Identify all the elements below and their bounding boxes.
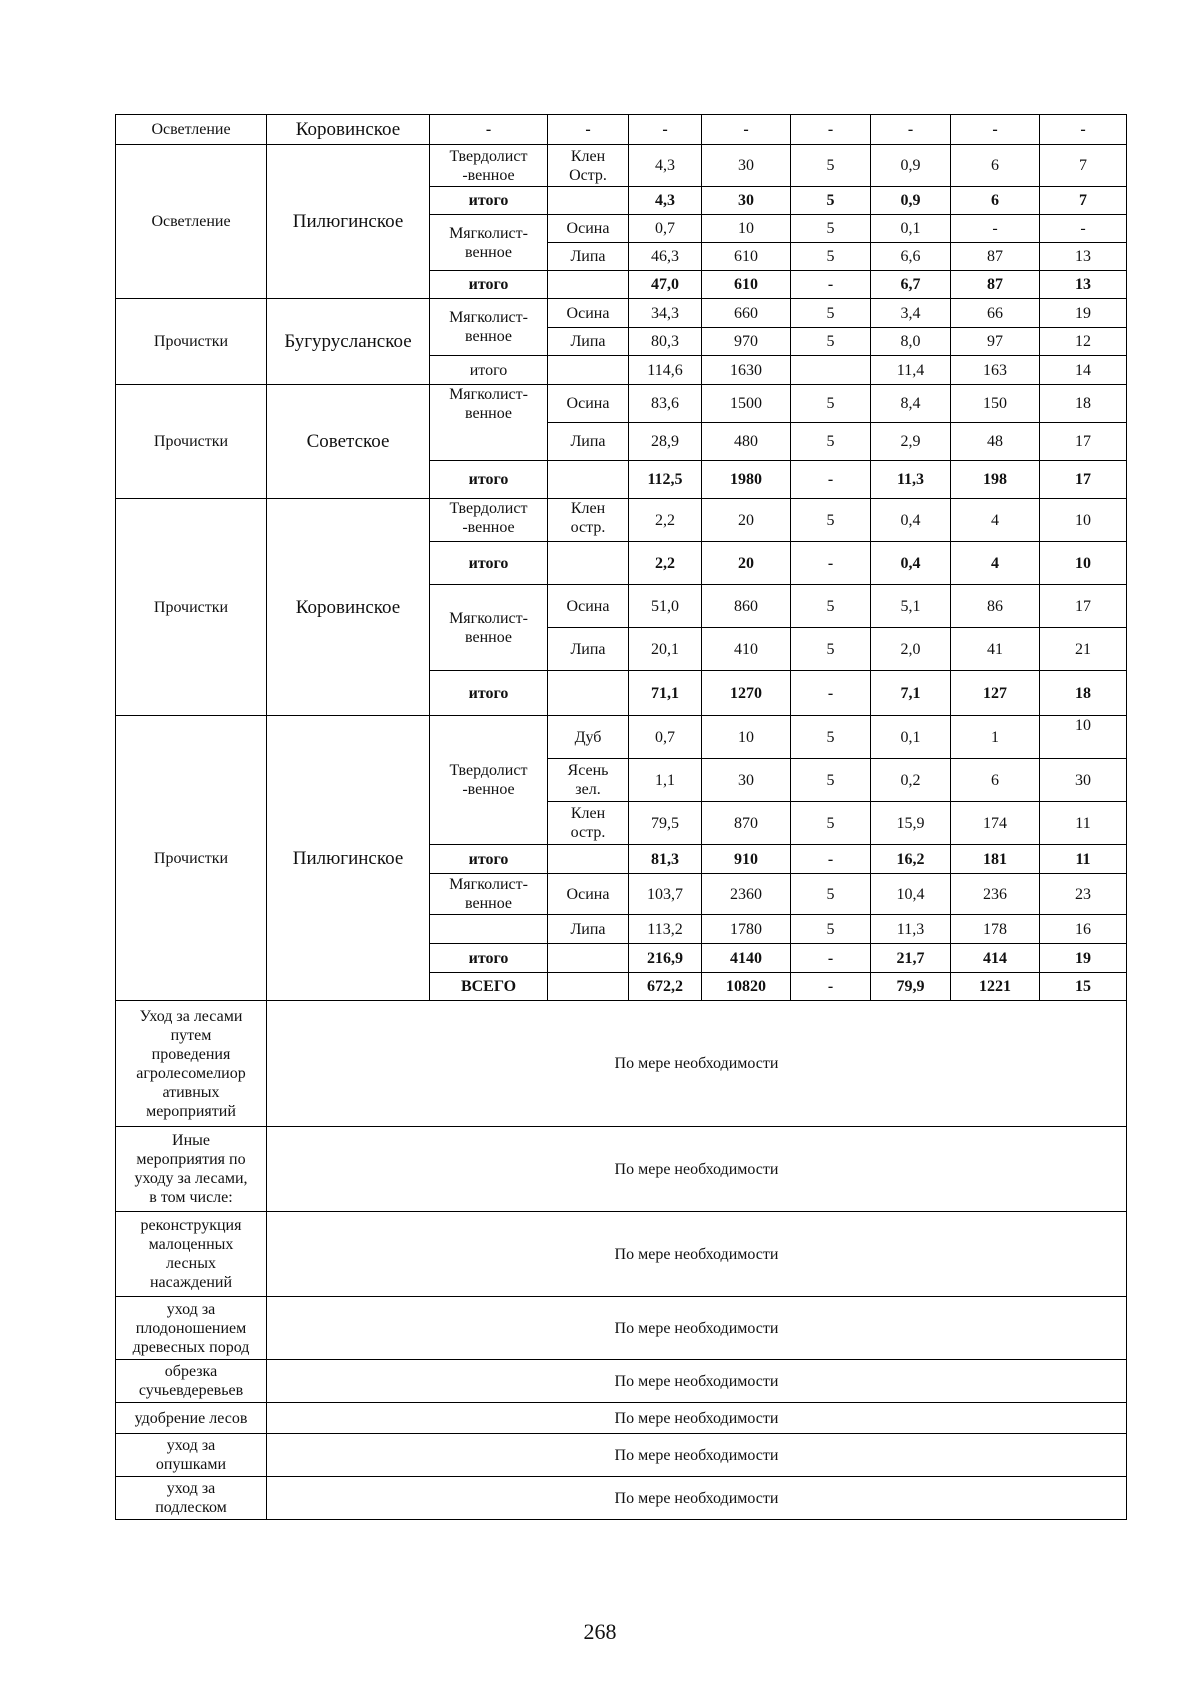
period-cell: 5: [791, 499, 871, 542]
period-cell: 5: [791, 299, 871, 328]
volume-cell: 610: [702, 271, 791, 299]
annual-area-cell: 7,1: [871, 671, 951, 716]
annual-area-cell: 10,4: [871, 874, 951, 915]
per-ha-cell: 17: [1040, 423, 1127, 461]
annual-area-cell: 0,1: [871, 716, 951, 759]
volume-cell: 10820: [702, 973, 791, 1001]
grand-total-label: ВСЕГО: [430, 973, 548, 1001]
period-cell: -: [791, 671, 871, 716]
per-ha-cell: 18: [1040, 385, 1127, 423]
volume-cell: 10: [702, 716, 791, 759]
annual-area-cell: 11,3: [871, 915, 951, 944]
area-cell: 0,7: [629, 716, 702, 759]
empty-cell: [548, 271, 629, 299]
annual-area-cell: 0,9: [871, 187, 951, 215]
annual-volume-cell: 1: [951, 716, 1040, 759]
period-cell: 5: [791, 385, 871, 423]
measure-row: [116, 1001, 1127, 1127]
species-group-cell: Мягколист- венное: [430, 585, 548, 671]
per-ha-cell: 15: [1040, 973, 1127, 1001]
per-ha-cell: 16: [1040, 915, 1127, 944]
measure-value-cell: По мере необходимости: [267, 1403, 1127, 1434]
area-cell: 81,3: [629, 845, 702, 874]
area-cell: 28,9: [629, 423, 702, 461]
per-ha-cell: 13: [1040, 243, 1127, 271]
empty-cell: [548, 671, 629, 716]
period-cell: -: [791, 845, 871, 874]
species-cell: Осина: [548, 385, 629, 423]
annual-area-cell: 0,1: [871, 215, 951, 243]
period-cell: -: [791, 542, 871, 585]
volume-cell: 410: [702, 628, 791, 671]
work-type-cell: Осветление: [116, 145, 267, 299]
table-row: [116, 299, 1127, 328]
annual-volume-cell: 1221: [951, 973, 1040, 1001]
species-cell: Липа: [548, 423, 629, 461]
per-ha-cell: 12: [1040, 328, 1127, 356]
volume-cell: 1780: [702, 915, 791, 944]
species-group-cell: Твердолист -венное: [430, 716, 548, 845]
period-cell: 5: [791, 585, 871, 628]
empty-cell: [548, 461, 629, 499]
annual-area-cell: 6,7: [871, 271, 951, 299]
period-cell: 5: [791, 215, 871, 243]
table-row: [116, 716, 1127, 759]
period-cell: 5: [791, 716, 871, 759]
area-cell: 20,1: [629, 628, 702, 671]
area-cell: 1,1: [629, 759, 702, 802]
area-cell: 113,2: [629, 915, 702, 944]
annual-volume-cell: 97: [951, 328, 1040, 356]
period-cell: 5: [791, 874, 871, 915]
period-cell: 5: [791, 423, 871, 461]
annual-volume-cell: 86: [951, 585, 1040, 628]
measure-row: [116, 1403, 1127, 1434]
annual-volume-cell: 87: [951, 271, 1040, 299]
measure-name-cell: удобрение лесов: [116, 1403, 267, 1434]
volume-cell: 30: [702, 145, 791, 187]
annual-area-cell: 15,9: [871, 802, 951, 845]
forestry-cell: Коровинское: [267, 115, 430, 145]
measure-row: [116, 1127, 1127, 1212]
work-type-cell: Осветление: [116, 115, 267, 145]
measure-value-cell: По мере необходимости: [267, 1297, 1127, 1360]
period-cell: -: [791, 973, 871, 1001]
area-cell: 71,1: [629, 671, 702, 716]
area-cell: 103,7: [629, 874, 702, 915]
per-ha-cell: 18: [1040, 671, 1127, 716]
volume-cell: 30: [702, 759, 791, 802]
subtotal-label: итого: [430, 461, 548, 499]
volume-cell: 910: [702, 845, 791, 874]
period-cell: 5: [791, 915, 871, 944]
area-cell: 34,3: [629, 299, 702, 328]
annual-area-cell: 2,0: [871, 628, 951, 671]
per-ha-cell: 10: [1040, 716, 1127, 759]
measure-row: [116, 1360, 1127, 1403]
annual-volume-cell: 236: [951, 874, 1040, 915]
species-group-cell: Мягколист- венное: [430, 215, 548, 271]
annual-volume-cell: 127: [951, 671, 1040, 716]
volume-cell: 1500: [702, 385, 791, 423]
annual-area-cell: 0,2: [871, 759, 951, 802]
volume-cell: 20: [702, 542, 791, 585]
measure-value-cell: По мере необходимости: [267, 1434, 1127, 1477]
forest-care-table-page: [115, 114, 1126, 1520]
per-ha-cell: 11: [1040, 802, 1127, 845]
annual-volume-cell: 4: [951, 499, 1040, 542]
annual-area-cell: 5,1: [871, 585, 951, 628]
table-cell: -: [548, 115, 629, 145]
species-cell: Липа: [548, 915, 629, 944]
species-cell: Липа: [548, 328, 629, 356]
measure-row: [116, 1212, 1127, 1297]
period-cell: -: [791, 461, 871, 499]
annual-volume-cell: 150: [951, 385, 1040, 423]
table-row: [116, 115, 1127, 145]
measure-value-cell: По мере необходимости: [267, 1212, 1127, 1297]
area-cell: 0,7: [629, 215, 702, 243]
annual-volume-cell: 178: [951, 915, 1040, 944]
table-row: [116, 385, 1127, 423]
period-cell: [791, 356, 871, 385]
annual-volume-cell: -: [951, 215, 1040, 243]
work-type-cell: Прочистки: [116, 499, 267, 716]
period-cell: 5: [791, 328, 871, 356]
species-cell: Клен остр.: [548, 802, 629, 845]
annual-volume-cell: 181: [951, 845, 1040, 874]
area-cell: 2,2: [629, 499, 702, 542]
annual-volume-cell: 66: [951, 299, 1040, 328]
empty-cell: [548, 845, 629, 874]
annual-area-cell: 2,9: [871, 423, 951, 461]
per-ha-cell: 10: [1040, 542, 1127, 585]
area-cell: 4,3: [629, 145, 702, 187]
annual-volume-cell: 6: [951, 145, 1040, 187]
measure-row: [116, 1297, 1127, 1360]
species-cell: Осина: [548, 299, 629, 328]
volume-cell: 2360: [702, 874, 791, 915]
table-cell: -: [702, 115, 791, 145]
subtotal-label: итого: [430, 356, 548, 385]
species-cell: Дуб: [548, 716, 629, 759]
species-cell: Осина: [548, 874, 629, 915]
table-row: [116, 145, 1127, 187]
annual-area-cell: 79,9: [871, 973, 951, 1001]
measure-value-cell: По мере необходимости: [267, 1477, 1127, 1520]
species-cell: Липа: [548, 628, 629, 671]
period-cell: 5: [791, 759, 871, 802]
species-group-cell: Мягколист- венное: [430, 299, 548, 356]
per-ha-cell: 17: [1040, 585, 1127, 628]
annual-volume-cell: 41: [951, 628, 1040, 671]
measure-value-cell: По мере необходимости: [267, 1360, 1127, 1403]
area-cell: 47,0: [629, 271, 702, 299]
annual-volume-cell: 198: [951, 461, 1040, 499]
annual-area-cell: 0,4: [871, 542, 951, 585]
area-cell: 216,9: [629, 944, 702, 973]
per-ha-cell: -: [1040, 215, 1127, 243]
subtotal-label: итого: [430, 944, 548, 973]
per-ha-cell: 10: [1040, 499, 1127, 542]
period-cell: -: [791, 944, 871, 973]
per-ha-cell: 7: [1040, 187, 1127, 215]
area-cell: 112,5: [629, 461, 702, 499]
volume-cell: 10: [702, 215, 791, 243]
work-type-cell: Прочистки: [116, 716, 267, 1001]
measure-name-cell: Иные мероприятия по уходу за лесами, в том числе:: [116, 1127, 267, 1212]
table-cell: -: [791, 115, 871, 145]
table-row: [116, 499, 1127, 542]
annual-volume-cell: 87: [951, 243, 1040, 271]
annual-area-cell: 16,2: [871, 845, 951, 874]
annual-volume-cell: 414: [951, 944, 1040, 973]
forestry-cell: Коровинское: [267, 499, 430, 716]
volume-cell: 870: [702, 802, 791, 845]
annual-volume-cell: 163: [951, 356, 1040, 385]
per-ha-cell: 23: [1040, 874, 1127, 915]
forestry-cell: Советское: [267, 385, 430, 499]
page-number: 268: [583, 1619, 617, 1644]
species-group-cell: Твердолист -венное: [430, 499, 548, 542]
species-group-cell: Твердолист -венное: [430, 145, 548, 187]
table-cell: -: [430, 115, 548, 145]
period-cell: 5: [791, 187, 871, 215]
table-cell: -: [629, 115, 702, 145]
area-cell: 79,5: [629, 802, 702, 845]
subtotal-label: итого: [430, 187, 548, 215]
forest-care-table: [115, 114, 1127, 1520]
empty-cell: [548, 944, 629, 973]
period-cell: 5: [791, 628, 871, 671]
annual-volume-cell: 4: [951, 542, 1040, 585]
area-cell: 83,6: [629, 385, 702, 423]
volume-cell: 610: [702, 243, 791, 271]
volume-cell: 1270: [702, 671, 791, 716]
volume-cell: 30: [702, 187, 791, 215]
subtotal-label: итого: [430, 271, 548, 299]
volume-cell: 660: [702, 299, 791, 328]
per-ha-cell: 19: [1040, 299, 1127, 328]
species-cell: Клен Остр.: [548, 145, 629, 187]
annual-area-cell: 11,4: [871, 356, 951, 385]
per-ha-cell: 17: [1040, 461, 1127, 499]
annual-area-cell: 0,4: [871, 499, 951, 542]
species-cell: Липа: [548, 243, 629, 271]
per-ha-cell: 30: [1040, 759, 1127, 802]
annual-area-cell: 3,4: [871, 299, 951, 328]
species-cell: Осина: [548, 215, 629, 243]
volume-cell: 20: [702, 499, 791, 542]
area-cell: 80,3: [629, 328, 702, 356]
measure-value-cell: По мере необходимости: [267, 1001, 1127, 1127]
period-cell: -: [791, 271, 871, 299]
annual-volume-cell: 48: [951, 423, 1040, 461]
table-cell: -: [871, 115, 951, 145]
per-ha-cell: 11: [1040, 845, 1127, 874]
annual-volume-cell: 6: [951, 187, 1040, 215]
empty-cell: [548, 973, 629, 1001]
empty-cell: [548, 187, 629, 215]
volume-cell: 1980: [702, 461, 791, 499]
area-cell: 51,0: [629, 585, 702, 628]
area-cell: 46,3: [629, 243, 702, 271]
species-group-cell: Мягколист- венное: [430, 385, 548, 461]
empty-cell: [548, 542, 629, 585]
volume-cell: 4140: [702, 944, 791, 973]
empty-cell: [548, 356, 629, 385]
annual-area-cell: 8,0: [871, 328, 951, 356]
subtotal-label: итого: [430, 671, 548, 716]
table-cell: -: [1040, 115, 1127, 145]
subtotal-label: итого: [430, 542, 548, 585]
annual-area-cell: 8,4: [871, 385, 951, 423]
work-type-cell: Прочистки: [116, 385, 267, 499]
empty-cell: [430, 915, 548, 944]
forestry-cell: Пилюгинское: [267, 716, 430, 1001]
volume-cell: 480: [702, 423, 791, 461]
annual-area-cell: 21,7: [871, 944, 951, 973]
per-ha-cell: 7: [1040, 145, 1127, 187]
period-cell: 5: [791, 243, 871, 271]
annual-volume-cell: 174: [951, 802, 1040, 845]
per-ha-cell: 13: [1040, 271, 1127, 299]
measure-name-cell: уход за подлеском: [116, 1477, 267, 1520]
measure-name-cell: уход за плодоношением древесных пород: [116, 1297, 267, 1360]
species-cell: Клен остр.: [548, 499, 629, 542]
per-ha-cell: 19: [1040, 944, 1127, 973]
species-cell: Ясень зел.: [548, 759, 629, 802]
subtotal-label: итого: [430, 845, 548, 874]
annual-area-cell: 0,9: [871, 145, 951, 187]
annual-area-cell: 11,3: [871, 461, 951, 499]
measure-row: [116, 1477, 1127, 1520]
forestry-cell: Бугурусланское: [267, 299, 430, 385]
measure-name-cell: Уход за лесами путем проведения агролесомелиор ативных мероприятий: [116, 1001, 267, 1127]
area-cell: 2,2: [629, 542, 702, 585]
annual-area-cell: 6,6: [871, 243, 951, 271]
measure-name-cell: обрезка сучьевдеревьев: [116, 1360, 267, 1403]
period-cell: 5: [791, 802, 871, 845]
measure-name-cell: уход за опушками: [116, 1434, 267, 1477]
per-ha-cell: 14: [1040, 356, 1127, 385]
area-cell: 4,3: [629, 187, 702, 215]
species-group-cell: Мягколист- венное: [430, 874, 548, 915]
species-cell: Осина: [548, 585, 629, 628]
measure-name-cell: реконструкция малоценных лесных насаждений: [116, 1212, 267, 1297]
area-cell: 114,6: [629, 356, 702, 385]
period-cell: 5: [791, 145, 871, 187]
annual-volume-cell: 6: [951, 759, 1040, 802]
measure-value-cell: По мере необходимости: [267, 1127, 1127, 1212]
volume-cell: 860: [702, 585, 791, 628]
volume-cell: 970: [702, 328, 791, 356]
work-type-cell: Прочистки: [116, 299, 267, 385]
measure-row: [116, 1434, 1127, 1477]
volume-cell: 1630: [702, 356, 791, 385]
area-cell: 672,2: [629, 973, 702, 1001]
per-ha-cell: 21: [1040, 628, 1127, 671]
table-cell: -: [951, 115, 1040, 145]
forestry-cell: Пилюгинское: [267, 145, 430, 299]
